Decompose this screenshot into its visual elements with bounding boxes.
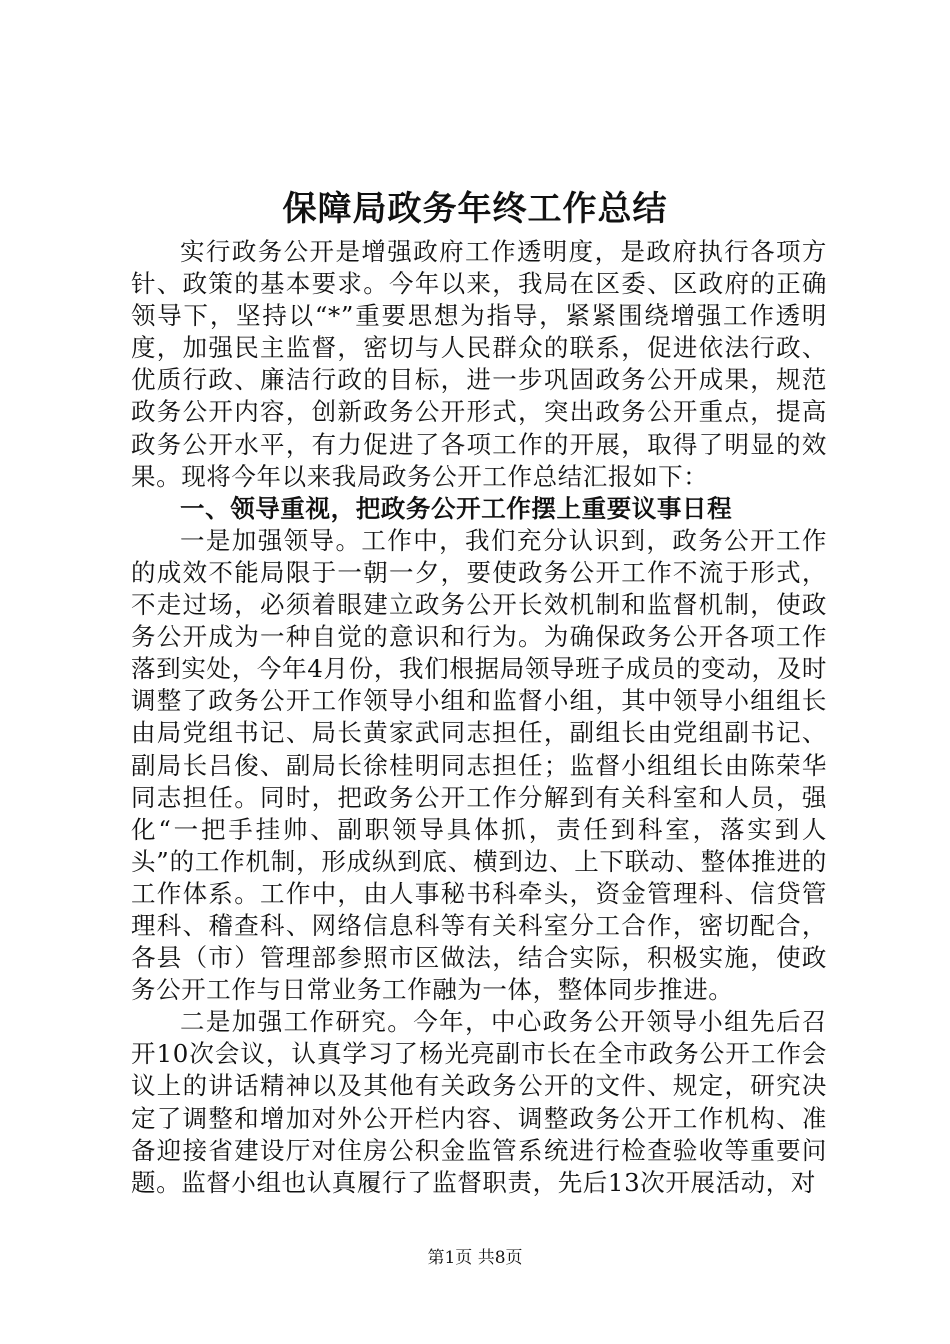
intro-paragraph: 实行政务公开是增强政府工作透明度，是政府执行各项方针、政策的基本要求。今年以来，我局在区委、区政府的正确领导下，坚持以“*”重要思想为指导，紧紧围绕增强工作透明度，加强民主监督，密切与人民群众的联系，促进依法行政、优质行政、廉洁行政的目标，进一步巩固政务公开成果，规范政务公开内容，创新政务公开形式，突出政务公开重点，提高政务公开水平，有力促进了各项工作的开展，取得了明显的效果。现将今年以来我局政务公开工作总结汇报如下：: [131, 237, 827, 491]
document-title: 保障局政务年终工作总结: [282, 189, 668, 229]
research-paragraph: 二是加强工作研究。今年，中心政务公开领导小组先后召开10次会议，认真学习了杨光亮副市长在全市政务公开工作会议上的讲话精神以及其他有关政务公开的文件、规定，研究决定了调整和增加对外公开栏内容、调整政务公开工作机构、准备迎接省建设厅对住房公积金监管系统进行检查验收等重要问题。监督小组也认真履行了监督职责，先后13次开展活动，对: [131, 1007, 827, 1197]
leadership-paragraph: 一是加强领导。工作中，我们充分认识到，政务公开工作的成效不能局限于一朝一夕，要使政务公开工作不流于形式，不走过场，必须着眼建立政务公开长效机制和监督机制，使政务公开成为一种自觉的意识和行为。为确保政务公开各项工作落到实处，今年4月份，我们根据局领导班子成员的变动，及时调整了政务公开工作领导小组和监督小组，其中领导小组组长由局党组书记、局长黄家武同志担任，副组长由党组副书记、副局长吕俊、副局长徐桂明同志担任；监督小组组长由陈荣华同志担任。同时，把政务公开工作分解到有关科室和人员，强化“一把手挂帅、副职领导具体抓，责任到科室，落实到人头”的工作机制，形成纵到底、横到边、上下联动、整体推进的工作体系。工作中，由人事秘书科牵头，资金管理科、信贷管理科、稽查科、网络信息科等有关科室分工合作，密切配合，各县（市）管理部参照市区做法，结合实际，积极实施，使政务公开工作与日常业务工作融为一体，整体同步推进。: [131, 525, 827, 1005]
document-body: [131, 236, 827, 1199]
page-number-footer: 第1页 共8页: [427, 1248, 523, 1268]
section-heading: 一、领导重视，把政务公开工作摆上重要议事日程: [180, 493, 733, 523]
